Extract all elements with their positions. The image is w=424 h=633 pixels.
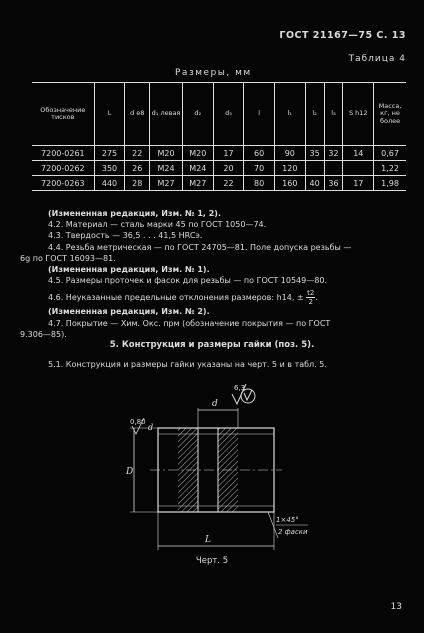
table-cell bbox=[305, 161, 324, 176]
table-cell: 14 bbox=[343, 146, 374, 161]
paragraph-4-7: 4.7. Покрытие — Хим. Окс. прм (обозначение покрытия — по ГОСТ bbox=[48, 318, 331, 328]
col-header: L bbox=[94, 83, 125, 146]
table-cell: 22 bbox=[125, 146, 150, 161]
table-cell: 275 bbox=[94, 146, 125, 161]
page-number: 13 bbox=[390, 602, 402, 612]
table-cell: M20 bbox=[150, 146, 183, 161]
table-header-row bbox=[32, 83, 406, 146]
dimension-d-label: d bbox=[212, 399, 218, 409]
standard-header: ГОСТ 21167—75 С. 13 bbox=[279, 30, 406, 41]
col-header: l₂ bbox=[305, 83, 324, 146]
section-title: 5. Конструкция и размеры гайки (поз. 5). bbox=[109, 340, 315, 350]
table-caption: Размеры, мм bbox=[175, 68, 252, 78]
table-cell: 22 bbox=[213, 176, 244, 191]
paragraph-4-5: 4.5. Размеры проточек и фасок для резьбы — по ГОСТ 10549—80. bbox=[48, 276, 327, 286]
paragraph-4-4-cont: 6g по ГОСТ 16093—81. bbox=[20, 253, 116, 263]
table-cell bbox=[324, 161, 343, 176]
paragraph-4-4: 4.4. Резьба метрическая — по ГОСТ 24705—81. Поле допуска резьбы — bbox=[48, 242, 352, 252]
section-hatch bbox=[218, 428, 238, 512]
fraction-denominator: 2 bbox=[308, 298, 313, 307]
edition-note: (Измененная редакция, Изм. № 1, 2). bbox=[48, 209, 221, 218]
table-cell: 7200-0262 bbox=[32, 161, 94, 176]
table-cell: 440 bbox=[94, 176, 125, 191]
table-label: Таблица 4 bbox=[348, 54, 406, 64]
table-row bbox=[32, 161, 406, 176]
table-cell: 1,98 bbox=[374, 176, 406, 191]
table-cell: 36 bbox=[324, 176, 343, 191]
sizes-table bbox=[32, 82, 406, 191]
table-cell: M27 bbox=[150, 176, 183, 191]
dimension-d-left-label: d bbox=[148, 423, 154, 432]
table-cell: 80 bbox=[244, 176, 275, 191]
table-row bbox=[32, 176, 406, 191]
figure-caption: Черт. 5 bbox=[195, 556, 229, 566]
table-cell: 17 bbox=[213, 146, 244, 161]
paragraph-4-7-cont: 9.306—85). bbox=[20, 329, 67, 339]
table-cell: 120 bbox=[274, 161, 305, 176]
roughness-mark bbox=[232, 384, 255, 404]
table-cell: 90 bbox=[274, 146, 305, 161]
dimension-D-label: D bbox=[126, 467, 134, 477]
col-header: d₃ bbox=[213, 83, 244, 146]
paragraph-4-6-text: 4.6. Неуказанные предельные отклонения размеров: h14, ± bbox=[48, 293, 304, 303]
paragraph-4-3: 4.3. Твердость — 36,5 . . . 41,5 HRCэ. bbox=[48, 231, 203, 241]
table-cell: 20 bbox=[213, 161, 244, 176]
table-cell: 28 bbox=[125, 176, 150, 191]
paragraph-4-2: 4.2. Материал — сталь марки 45 по ГОСТ 1050—74. bbox=[48, 220, 267, 230]
table-cell: 70 bbox=[244, 161, 275, 176]
col-header: Обозначение тисков bbox=[32, 83, 94, 146]
table-cell: M27 bbox=[182, 176, 213, 191]
tolerance-fraction bbox=[306, 289, 315, 306]
edition-note: (Измененная редакция, Изм. № 1). bbox=[48, 265, 210, 275]
roughness-value: 6,3 bbox=[234, 384, 246, 392]
table-cell bbox=[343, 161, 374, 176]
dimension-L-label: L bbox=[205, 535, 211, 545]
chamfer-label: 1×45° bbox=[276, 516, 299, 524]
table-cell: 0,67 bbox=[374, 146, 406, 161]
table-cell: 17 bbox=[343, 176, 374, 191]
edition-note: (Измененная редакция, Изм. № 2). bbox=[48, 307, 210, 317]
table-cell: 7200-0263 bbox=[32, 176, 94, 191]
fraction-numerator: t2 bbox=[307, 289, 315, 298]
col-header: l bbox=[244, 83, 275, 146]
table-cell: M20 bbox=[182, 146, 213, 161]
col-header: d₁ левая bbox=[150, 83, 183, 146]
table-cell: 60 bbox=[244, 146, 275, 161]
table-cell: 7200-0261 bbox=[32, 146, 94, 161]
col-header: l₁ bbox=[274, 83, 305, 146]
table-cell: 1,22 bbox=[374, 161, 406, 176]
table-cell: 40 bbox=[305, 176, 324, 191]
roughness-detail-value: 0,80 bbox=[130, 418, 146, 426]
chamfer-count-label: 2 фаски bbox=[278, 528, 308, 536]
paragraph-4-6-end: . bbox=[315, 293, 318, 303]
col-header: S h12 bbox=[343, 83, 374, 146]
table-row bbox=[32, 146, 406, 161]
paragraph-4-6 bbox=[20, 289, 406, 306]
col-header: l₃ bbox=[324, 83, 343, 146]
paragraph-5-1: 5.1. Конструкция и размеры гайки указаны на черт. 5 и в табл. 5. bbox=[48, 360, 327, 369]
section-hatch bbox=[178, 428, 198, 512]
table-cell: 35 bbox=[305, 146, 324, 161]
body-text bbox=[20, 208, 406, 340]
col-header: d e8 bbox=[125, 83, 150, 146]
col-header: Масса, кг, не более bbox=[374, 83, 406, 146]
table-cell: 26 bbox=[125, 161, 150, 176]
nut-drawing bbox=[100, 378, 340, 556]
table-cell: M24 bbox=[182, 161, 213, 176]
col-header: d₂ bbox=[182, 83, 213, 146]
table-cell: M24 bbox=[150, 161, 183, 176]
table-cell: 32 bbox=[324, 146, 343, 161]
table-cell: 160 bbox=[274, 176, 305, 191]
table-cell: 350 bbox=[94, 161, 125, 176]
